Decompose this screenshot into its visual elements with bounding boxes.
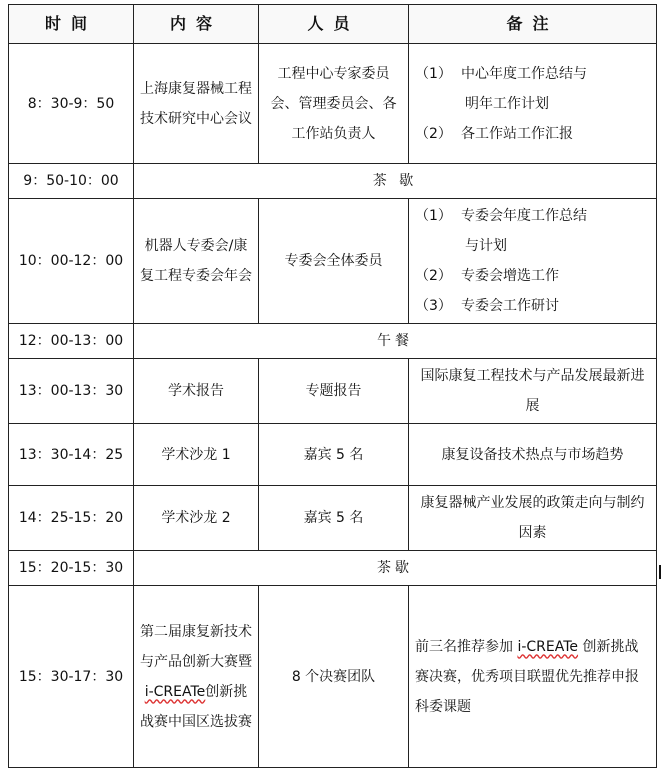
notes-cell: 国际康复工程技术与产品发展最新进展: [409, 359, 657, 424]
content-cell: 学术报告: [134, 359, 259, 424]
header-content: 内容: [134, 5, 259, 44]
content-cell: 学术沙龙 2: [134, 486, 259, 551]
table-row: [9, 424, 657, 486]
people-cell: 专题报告: [259, 359, 409, 424]
notes-cell: [409, 44, 657, 164]
people-cell: 工程中心专家委员会、管理委员会、各工作站负责人: [259, 44, 409, 164]
notes-cell: [409, 199, 657, 324]
note-item: （2） 专委会增选工作: [415, 268, 559, 284]
table-row-break: [9, 164, 657, 199]
people-cell: 8 个决赛团队: [259, 586, 409, 768]
notes-cell: 前三名推荐参加 i-CREATe 创新挑战赛决赛，优秀项目联盟优先推荐申报科委课题: [409, 586, 657, 768]
people-cell: 专委会全体委员: [259, 199, 409, 324]
time-cell: 13：30-14：25: [9, 424, 134, 486]
note-item: （2） 各工作站工作汇报: [415, 125, 573, 142]
people-cell: 嘉宾 5 名: [259, 486, 409, 551]
content-cell: 上海康复器械工程技术研究中心会议: [134, 44, 259, 164]
time-cell: 8：30-9：50: [9, 44, 134, 164]
schedule-table: [8, 4, 657, 768]
header-notes: 备注: [409, 5, 657, 44]
note-item: （1） 专委会年度工作总结: [415, 208, 587, 224]
note-continuation: 明年工作计划: [465, 95, 549, 112]
table-row-break: [9, 324, 657, 359]
header-time: 时间: [9, 5, 134, 44]
brand-name: i-CREATe: [517, 638, 579, 655]
note-item: （1） 中心年度工作总结与: [415, 65, 587, 82]
table-row: [9, 486, 657, 551]
time-cell: 15：20-15：30: [9, 551, 134, 586]
tea-break-cell: 茶歇: [134, 551, 657, 586]
note-item: （3） 专委会工作研讨: [415, 298, 559, 314]
header-people: 人员: [259, 5, 409, 44]
time-cell: 10：00-12：00: [9, 199, 134, 324]
time-cell: 15：30-17：30: [9, 586, 134, 768]
notes-cell: 康复设备技术热点与市场趋势: [409, 424, 657, 486]
time-cell: 13：00-13：30: [9, 359, 134, 424]
table-row: [9, 586, 657, 768]
text-cursor-mark: [659, 565, 661, 579]
content-cell: 机器人专委会/康复工程专委会年会: [134, 199, 259, 324]
note-continuation: 与计划: [465, 238, 507, 254]
content-cell: 第二届康复新技术与产品创新大赛暨i-CREATe创新挑战赛中国区选拔赛: [134, 586, 259, 768]
brand-name: i-CREATe: [144, 683, 206, 700]
table-row: [9, 199, 657, 324]
table-row: [9, 359, 657, 424]
table-row: [9, 44, 657, 164]
time-cell: 12：00-13：00: [9, 324, 134, 359]
people-cell: 嘉宾 5 名: [259, 424, 409, 486]
time-cell: 14：25-15：20: [9, 486, 134, 551]
table-row-break: [9, 551, 657, 586]
header-row: [9, 5, 657, 44]
lunch-cell: 午餐: [134, 324, 657, 359]
content-cell: 学术沙龙 1: [134, 424, 259, 486]
notes-cell: 康复器械产业发展的政策走向与制约因素: [409, 486, 657, 551]
tea-break-cell: 茶 歇: [134, 164, 657, 199]
time-cell: 9：50-10：00: [9, 164, 134, 199]
